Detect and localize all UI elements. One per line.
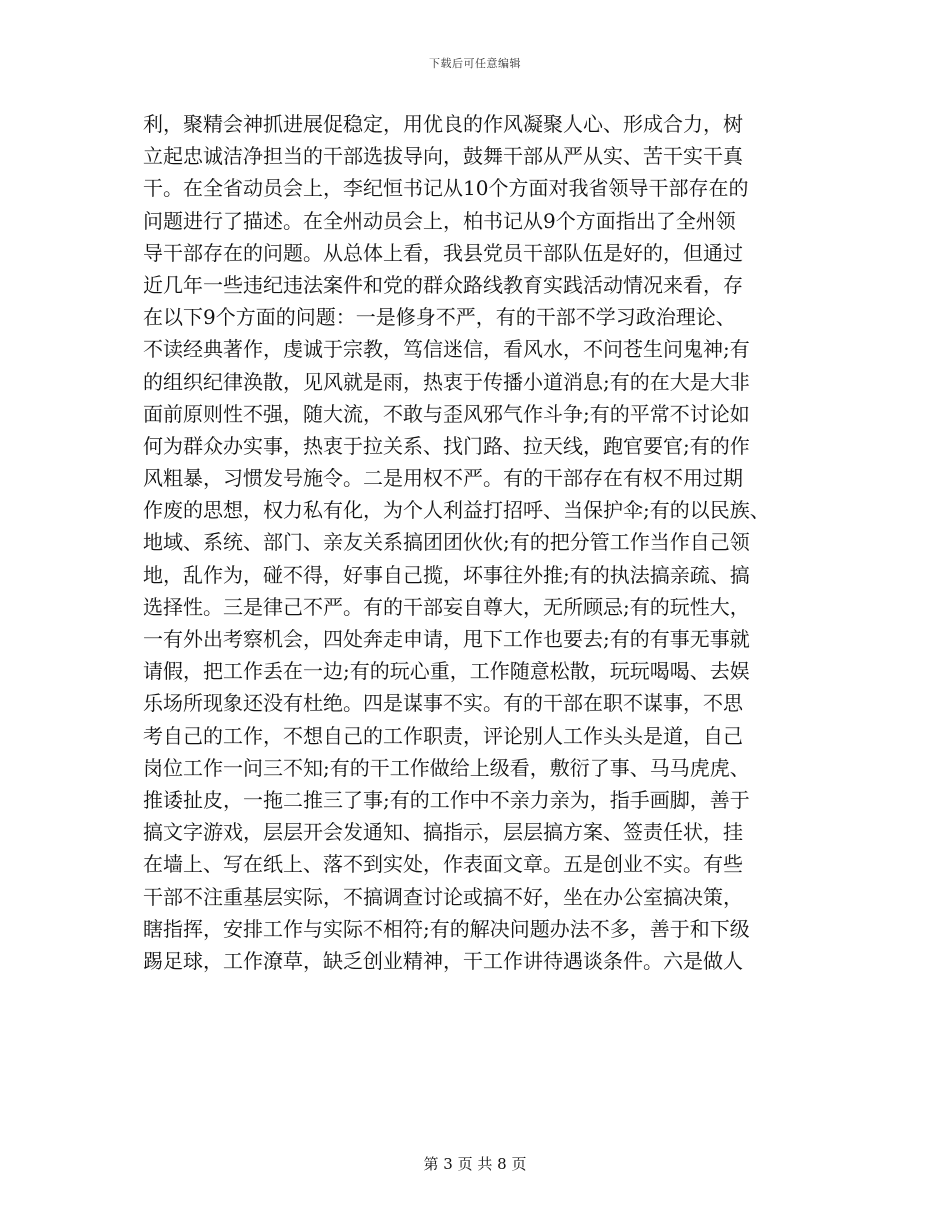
page-number: 第 3 页 共 8 页	[423, 1155, 527, 1173]
text-line: 利，聚精会神抓进展促稳定，用优良的作风凝聚人心、形成合力，树	[143, 112, 743, 136]
text-line: 不读经典著作，虔诚于宗教，笃信迷信，看风水，不问苍生问鬼神;有	[143, 337, 750, 362]
page-header-note: 下载后可任意编辑	[429, 57, 521, 70]
text-line: 考自己的工作，不想自己的工作职责，评论别人工作头头是道，自己	[143, 723, 743, 748]
text-line: 干部不注重基层实际，不搞调查讨论或搞不好，坐在办公室搞决策，	[143, 884, 743, 909]
text-line: 一有外出考察机会，四处奔走申请，甩下工作也要去;有的有事无事就	[143, 627, 750, 651]
text-line: 何为群众办实事，热衷于拉关系、找门路、拉天线，跑官要官;有的作	[143, 433, 750, 458]
text-line: 导干部存在的问题。从总体上看，我县党员干部队伍是好的，但通过	[143, 240, 743, 265]
text-line: 踢足球，工作潦草，缺乏创业精神，干工作讲待遇谈条件。六是做人	[143, 948, 743, 973]
text-line: 选择性。三是律己不严。有的干部妄自尊大，无所顾忌;有的玩性大，	[143, 594, 750, 619]
text-line: 请假，把工作丢在一边;有的玩心重，工作随意松散，玩玩喝喝、去娱	[143, 659, 750, 684]
text-line: 搞文字游戏，层层开会发通知、搞指示，层层搞方案、签责任状，挂	[143, 820, 743, 845]
text-line: 干。在全省动员会上，李纪恒书记从10个方面对我省领导干部存在的	[143, 176, 749, 201]
text-line: 推诿扯皮，一拖二推三了事;有的工作中不亲力亲为，指手画脚，善于	[143, 787, 750, 812]
text-line: 问题进行了描述。在全州动员会上，柏书记从9个方面指出了全州领	[143, 208, 736, 233]
text-line: 面前原则性不强，随大流，不敢与歪风邪气作斗争;有的平常不讨论如	[143, 401, 750, 426]
text-line: 作废的思想，权力私有化，为个人利益打招呼、当保护伞;有的以民族、	[143, 498, 770, 523]
text-line: 地，乱作为，碰不得，好事自己揽，坏事往外推;有的执法搞亲疏、搞	[143, 562, 750, 587]
text-line: 在以下9个方面的问题：一是修身不严，有的干部不学习政治理论、	[143, 305, 736, 330]
text-line: 在墙上、写在纸上、落不到实处，作表面文章。五是创业不实。有些	[143, 852, 743, 877]
document-body	[143, 108, 823, 977]
text-line: 立起忠诚洁净担当的干部选拔导向，鼓舞干部从严从实、苦干实干真	[143, 144, 743, 169]
text-line: 地域、系统、部门、亲友关系搞团团伙伙;有的把分管工作当作自己领	[143, 530, 750, 555]
text-line: 的组织纪律涣散，见风就是雨，热衷于传播小道消息;有的在大是大非	[143, 369, 750, 394]
text-line: 近几年一些违纪违法案件和党的群众路线教育实践活动情况来看，存	[143, 272, 743, 297]
text-line: 瞎指挥，安排工作与实际不相符;有的解决问题办法不多，善于和下级	[143, 916, 750, 941]
text-line: 乐场所现象还没有杜绝。四是谋事不实。有的干部在职不谋事，不思	[143, 691, 743, 716]
text-line: 风粗暴，习惯发号施令。二是用权不严。有的干部存在有权不用过期	[143, 466, 743, 491]
text-line: 岗位工作一问三不知;有的干工作做给上级看，敷衍了事、马马虎虎、	[143, 755, 750, 780]
